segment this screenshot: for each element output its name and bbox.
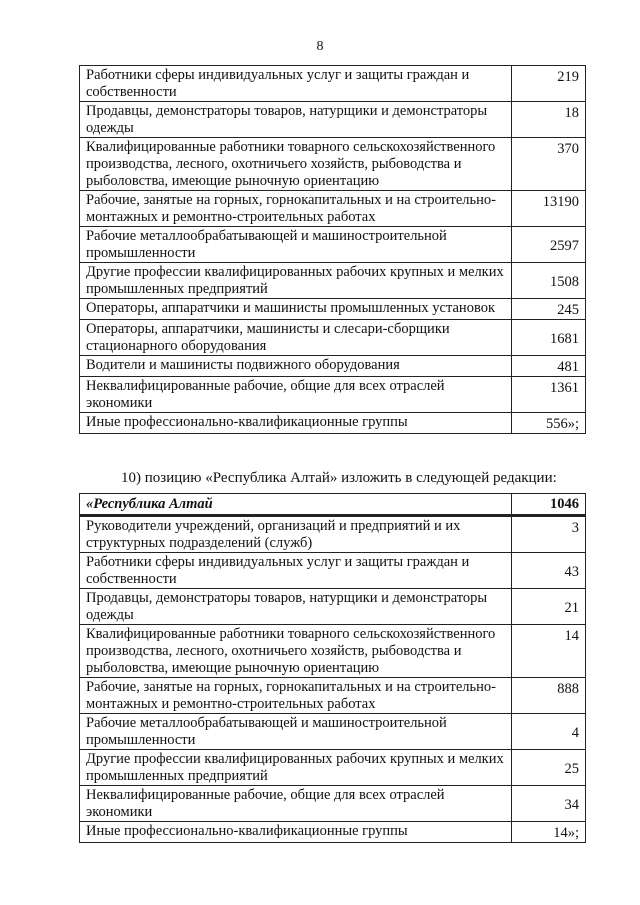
row-value: 2597: [512, 227, 586, 263]
row-label: Рабочие металлообрабатывающей и машиностроительной промышленности: [80, 714, 512, 750]
region-name: «Республика Алтай: [80, 494, 512, 516]
row-label: Работники сферы индивидуальных услуг и защиты граждан и собственности: [80, 553, 512, 589]
table-row: [80, 678, 586, 714]
row-label: Руководители учреждений, организаций и предприятий и их структурных подразделений (служб): [80, 516, 512, 553]
row-value: 18: [512, 102, 586, 138]
row-value: 21: [512, 589, 586, 625]
table-row: [80, 377, 586, 413]
row-label: Неквалифицированные рабочие, общие для всех отраслей экономики: [80, 377, 512, 413]
row-label: Иные профессионально-квалификационные группы: [80, 822, 512, 843]
table-row: [80, 516, 586, 553]
table-header-row: [80, 494, 586, 516]
altai-republic-table: [79, 493, 586, 843]
row-label: Неквалифицированные рабочие, общие для всех отраслей экономики: [80, 786, 512, 822]
row-value: 3: [512, 516, 586, 553]
row-label: Продавцы, демонстраторы товаров, натурщики и демонстраторы одежды: [80, 589, 512, 625]
row-label: Рабочие, занятые на горных, горнокапитальных и на строительно-монтажных и ремонтно-строительных работах: [80, 191, 512, 227]
row-value: 1508: [512, 263, 586, 299]
table-row: [80, 625, 586, 678]
row-value: 219: [512, 66, 586, 102]
row-value: 481: [512, 356, 586, 377]
row-label: Операторы, аппаратчики и машинисты промышленных установок: [80, 299, 512, 320]
amendment-instruction: 10) позицию «Республика Алтай» изложить в следующей редакции:: [121, 470, 557, 486]
row-label: Операторы, аппаратчики, машинисты и слесари-сборщики стационарного оборудования: [80, 320, 512, 356]
table-row: [80, 413, 586, 434]
row-value: 14: [512, 625, 586, 678]
row-value: 43: [512, 553, 586, 589]
table-row: [80, 227, 586, 263]
row-value: 1681: [512, 320, 586, 356]
row-value: 34: [512, 786, 586, 822]
row-value: 13190: [512, 191, 586, 227]
occupation-table-continued: [79, 65, 586, 434]
table-row: [80, 299, 586, 320]
row-label: Водители и машинисты подвижного оборудования: [80, 356, 512, 377]
table-row: [80, 263, 586, 299]
table-row: [80, 138, 586, 191]
table-row: [80, 356, 586, 377]
row-label: Работники сферы индивидуальных услуг и защиты граждан и собственности: [80, 66, 512, 102]
row-label: Другие профессии квалифицированных рабочих крупных и мелких промышленных предприятий: [80, 750, 512, 786]
table-row: [80, 714, 586, 750]
table-row: [80, 66, 586, 102]
table-row: [80, 191, 586, 227]
region-total: 1046: [512, 494, 586, 516]
row-label: Иные профессионально-квалификационные группы: [80, 413, 512, 434]
table-row: [80, 822, 586, 843]
row-value: 556»;: [512, 413, 586, 434]
table-row: [80, 750, 586, 786]
table-row: [80, 102, 586, 138]
row-label: Продавцы, демонстраторы товаров, натурщики и демонстраторы одежды: [80, 102, 512, 138]
table-row: [80, 320, 586, 356]
row-value: 4: [512, 714, 586, 750]
row-label: Другие профессии квалифицированных рабочих крупных и мелких промышленных предприятий: [80, 263, 512, 299]
row-label: Квалифицированные работники товарного сельскохозяйственного производства, лесного, охотничьего хозяйств, рыбоводства и рыболовства, имеющие рыночную ориентацию: [80, 625, 512, 678]
row-value: 370: [512, 138, 586, 191]
table-row: [80, 553, 586, 589]
table-row: [80, 589, 586, 625]
row-value: 888: [512, 678, 586, 714]
row-label: Рабочие металлообрабатывающей и машиностроительной промышленности: [80, 227, 512, 263]
page-number: 8: [316, 39, 324, 54]
row-label: Рабочие, занятые на горных, горнокапитальных и на строительно-монтажных и ремонтно-строительных работах: [80, 678, 512, 714]
table-row: [80, 786, 586, 822]
row-value: 245: [512, 299, 586, 320]
row-label: Квалифицированные работники товарного сельскохозяйственного производства, лесного, охотничьего хозяйств, рыбоводства и рыболовства, имеющие рыночную ориентацию: [80, 138, 512, 191]
row-value: 1361: [512, 377, 586, 413]
row-value: 25: [512, 750, 586, 786]
row-value: 14»;: [512, 822, 586, 843]
